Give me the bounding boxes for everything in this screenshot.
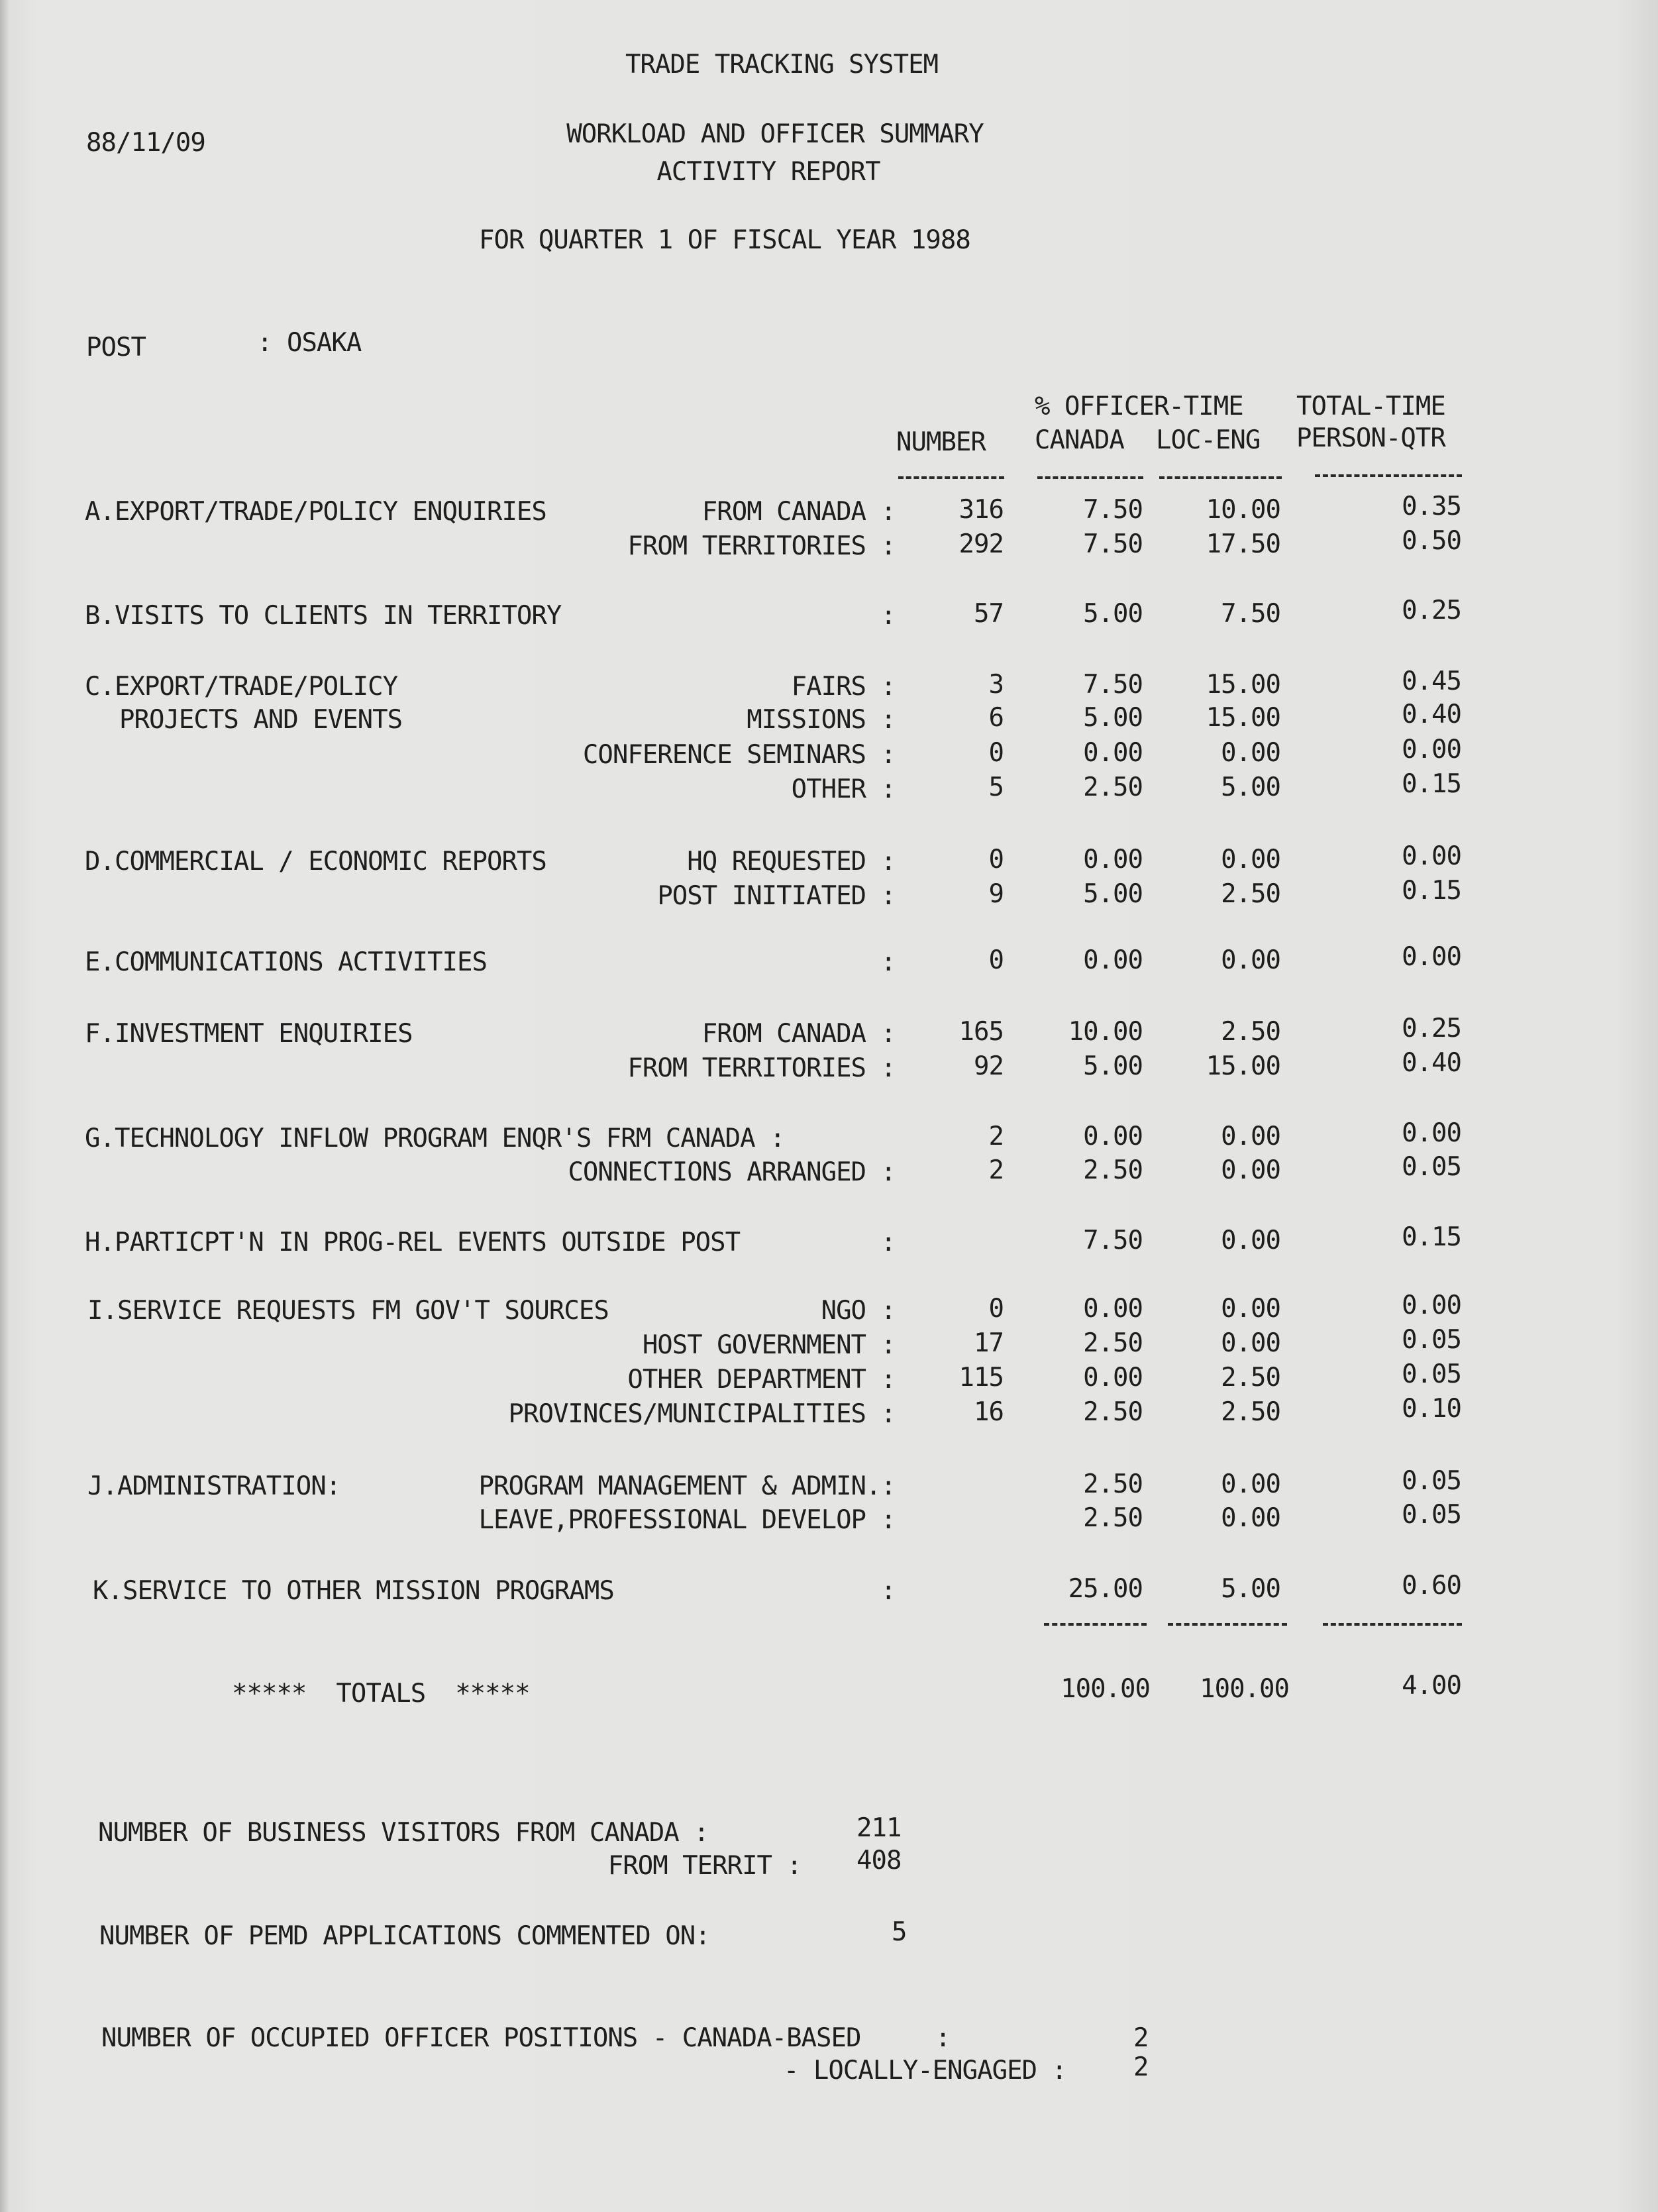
row-label: D.COMMERCIAL / ECONOMIC REPORTS bbox=[85, 847, 546, 876]
post-value: : OSAKA bbox=[257, 328, 362, 358]
row-label: H.PARTICPT'N IN PROG-REL EVENTS OUTSIDE POST bbox=[85, 1228, 741, 1257]
row-sublabel: FROM TERRITORIES : bbox=[627, 1053, 896, 1083]
row-loceng: 2.50 bbox=[1221, 879, 1280, 909]
row-label: K.SERVICE TO OTHER MISSION PROGRAMS bbox=[93, 1576, 614, 1606]
header-underline bbox=[1037, 476, 1143, 479]
row-personqtr: 0.00 bbox=[1402, 735, 1461, 764]
row-label: J.ADMINISTRATION: bbox=[87, 1471, 341, 1501]
row-number: 165 bbox=[959, 1017, 1004, 1047]
col-loceng-header: LOC-ENG bbox=[1156, 425, 1261, 455]
row-sublabel: HQ REQUESTED : bbox=[687, 847, 896, 876]
row-label: C.EXPORT/TRADE/POLICY bbox=[85, 672, 398, 702]
row-sublabel: : bbox=[880, 1576, 896, 1606]
row-label: I.SERVICE REQUESTS FM GOV'T SOURCES bbox=[87, 1296, 609, 1326]
totals-underline bbox=[1044, 1623, 1147, 1626]
row-number: 316 bbox=[959, 495, 1004, 525]
totals-personqtr: 4.00 bbox=[1402, 1671, 1461, 1701]
row-number: 5 bbox=[988, 772, 1004, 802]
row-sublabel: CONFERENCE SEMINARS : bbox=[582, 740, 896, 770]
row-label: G.TECHNOLOGY INFLOW PROGRAM ENQR'S FRM CANADA : bbox=[85, 1124, 785, 1153]
row-number: 2 bbox=[988, 1155, 1004, 1185]
row-canada: 7.50 bbox=[1083, 670, 1143, 700]
row-label: F.INVESTMENT ENQUIRIES bbox=[85, 1019, 413, 1049]
row-personqtr: 0.25 bbox=[1402, 1014, 1461, 1043]
row-sublabel: PROGRAM MANAGEMENT & ADMIN.: bbox=[478, 1471, 896, 1501]
row-canada: 2.50 bbox=[1083, 772, 1143, 802]
row-loceng: 5.00 bbox=[1221, 1574, 1280, 1604]
row-canada: 5.00 bbox=[1083, 599, 1143, 629]
positions-label: NUMBER OF OCCUPIED OFFICER POSITIONS - CANADA-BASED : bbox=[101, 2023, 951, 2053]
row-sublabel: POST INITIATED : bbox=[657, 881, 896, 911]
row-loceng: 15.00 bbox=[1206, 1051, 1280, 1081]
visitors-territ-value: 408 bbox=[856, 1846, 902, 1875]
row-personqtr: 0.15 bbox=[1402, 1222, 1461, 1252]
header-underline bbox=[898, 476, 1004, 479]
row-loceng: 0.00 bbox=[1221, 738, 1280, 768]
row-loceng: 0.00 bbox=[1221, 1503, 1280, 1533]
row-loceng: 10.00 bbox=[1206, 495, 1280, 525]
row-sublabel: NGO : bbox=[821, 1296, 896, 1326]
row-personqtr: 0.00 bbox=[1402, 841, 1461, 871]
row-sublabel: FROM TERRITORIES : bbox=[627, 531, 896, 561]
row-number: 6 bbox=[988, 703, 1004, 733]
row-personqtr: 0.00 bbox=[1402, 1290, 1461, 1320]
total-time-header: TOTAL-TIME bbox=[1296, 392, 1445, 421]
row-label: A.EXPORT/TRADE/POLICY ENQUIRIES bbox=[85, 497, 546, 527]
row-label: PROJECTS AND EVENTS bbox=[119, 705, 403, 735]
col-personqtr-header: PERSON-QTR bbox=[1296, 423, 1445, 453]
row-canada: 2.50 bbox=[1083, 1397, 1143, 1427]
row-sublabel: : bbox=[880, 1228, 896, 1257]
row-personqtr: 0.35 bbox=[1402, 492, 1461, 521]
row-canada: 0.00 bbox=[1083, 845, 1143, 874]
totals-underline bbox=[1323, 1623, 1462, 1626]
row-loceng: 7.50 bbox=[1221, 599, 1280, 629]
row-loceng: 15.00 bbox=[1206, 670, 1280, 700]
row-loceng: 17.50 bbox=[1206, 529, 1280, 559]
row-number: 17 bbox=[974, 1328, 1004, 1358]
system-title: TRADE TRACKING SYSTEM bbox=[625, 50, 939, 79]
header-underline bbox=[1315, 474, 1462, 477]
row-sublabel: : bbox=[880, 947, 896, 977]
row-sublabel: OTHER : bbox=[791, 774, 896, 804]
row-loceng: 2.50 bbox=[1221, 1017, 1280, 1047]
totals-underline bbox=[1168, 1623, 1287, 1626]
row-personqtr: 0.15 bbox=[1402, 769, 1461, 799]
row-number: 0 bbox=[988, 1294, 1004, 1324]
visitors-canada-value: 211 bbox=[856, 1813, 902, 1843]
row-sublabel: OTHER DEPARTMENT : bbox=[627, 1365, 896, 1395]
row-sublabel: PROVINCES/MUNICIPALITIES : bbox=[508, 1399, 896, 1429]
row-sublabel: LEAVE,PROFESSIONAL DEVELOP : bbox=[478, 1505, 896, 1535]
visitors-label: NUMBER OF BUSINESS VISITORS FROM CANADA : bbox=[98, 1818, 709, 1848]
row-canada: 2.50 bbox=[1083, 1328, 1143, 1358]
row-loceng: 15.00 bbox=[1206, 703, 1280, 733]
pemd-value: 5 bbox=[892, 1917, 907, 1947]
row-sublabel: : bbox=[880, 601, 896, 631]
row-number: 2 bbox=[988, 1122, 1004, 1151]
row-loceng: 0.00 bbox=[1221, 1469, 1280, 1499]
row-sublabel: CONNECTIONS ARRANGED : bbox=[568, 1157, 896, 1187]
row-number: 3 bbox=[988, 670, 1004, 700]
row-loceng: 0.00 bbox=[1221, 945, 1280, 975]
row-label: E.COMMUNICATIONS ACTIVITIES bbox=[85, 947, 487, 977]
report-period: FOR QUARTER 1 OF FISCAL YEAR 1988 bbox=[479, 225, 970, 255]
row-number: 0 bbox=[988, 945, 1004, 975]
row-sublabel: MISSIONS : bbox=[747, 705, 896, 735]
report-title: WORKLOAD AND OFFICER SUMMARY bbox=[566, 119, 984, 149]
officer-time-header: % OFFICER-TIME bbox=[1035, 392, 1243, 421]
post-label: POST bbox=[86, 333, 146, 362]
row-loceng: 0.00 bbox=[1221, 1294, 1280, 1324]
row-canada: 5.00 bbox=[1083, 879, 1143, 909]
row-number: 115 bbox=[959, 1363, 1004, 1393]
row-label: B.VISITS TO CLIENTS IN TERRITORY bbox=[85, 601, 562, 631]
row-canada: 0.00 bbox=[1083, 738, 1143, 768]
row-canada: 2.50 bbox=[1083, 1503, 1143, 1533]
report-subtitle: ACTIVITY REPORT bbox=[656, 157, 880, 187]
pemd-label: NUMBER OF PEMD APPLICATIONS COMMENTED ON: bbox=[99, 1921, 710, 1951]
row-number: 9 bbox=[988, 879, 1004, 909]
col-number-header: NUMBER bbox=[896, 427, 986, 457]
row-personqtr: 0.00 bbox=[1402, 1118, 1461, 1148]
row-canada: 2.50 bbox=[1083, 1155, 1143, 1185]
row-number: 16 bbox=[974, 1397, 1004, 1427]
row-canada: 25.00 bbox=[1068, 1574, 1143, 1604]
row-loceng: 0.00 bbox=[1221, 1155, 1280, 1185]
row-personqtr: 0.50 bbox=[1402, 526, 1461, 556]
row-loceng: 2.50 bbox=[1221, 1397, 1280, 1427]
totals-label: ***** TOTALS ***** bbox=[232, 1679, 530, 1709]
row-personqtr: 0.05 bbox=[1402, 1359, 1461, 1389]
row-loceng: 0.00 bbox=[1221, 1122, 1280, 1151]
row-number: 57 bbox=[974, 599, 1004, 629]
row-personqtr: 0.00 bbox=[1402, 942, 1461, 972]
row-sublabel: HOST GOVERNMENT : bbox=[642, 1330, 896, 1360]
row-canada: 5.00 bbox=[1083, 1051, 1143, 1081]
totals-canada: 100.00 bbox=[1061, 1674, 1150, 1704]
row-personqtr: 0.05 bbox=[1402, 1152, 1461, 1182]
row-personqtr: 0.15 bbox=[1402, 876, 1461, 906]
row-personqtr: 0.05 bbox=[1402, 1466, 1461, 1496]
row-canada: 2.50 bbox=[1083, 1469, 1143, 1499]
row-loceng: 5.00 bbox=[1221, 772, 1280, 802]
row-number: 0 bbox=[988, 738, 1004, 768]
row-personqtr: 0.10 bbox=[1402, 1394, 1461, 1424]
row-number: 292 bbox=[959, 529, 1004, 559]
row-number: 0 bbox=[988, 845, 1004, 874]
row-sublabel: FROM CANADA : bbox=[701, 1019, 896, 1049]
header-underline bbox=[1159, 476, 1282, 479]
row-canada: 5.00 bbox=[1083, 703, 1143, 733]
row-personqtr: 0.40 bbox=[1402, 700, 1461, 729]
row-loceng: 0.00 bbox=[1221, 1226, 1280, 1255]
row-sublabel: FAIRS : bbox=[791, 672, 896, 702]
positions-local-value: 2 bbox=[1133, 2052, 1149, 2082]
row-loceng: 0.00 bbox=[1221, 1328, 1280, 1358]
row-personqtr: 0.40 bbox=[1402, 1048, 1461, 1078]
row-canada: 0.00 bbox=[1083, 1294, 1143, 1324]
row-loceng: 0.00 bbox=[1221, 845, 1280, 874]
report-date: 88/11/09 bbox=[86, 128, 205, 158]
row-canada: 7.50 bbox=[1083, 495, 1143, 525]
row-number: 92 bbox=[974, 1051, 1004, 1081]
positions-local-label: - LOCALLY-ENGAGED : bbox=[783, 2056, 1066, 2085]
row-personqtr: 0.45 bbox=[1402, 666, 1461, 696]
row-personqtr: 0.60 bbox=[1402, 1571, 1461, 1601]
row-personqtr: 0.05 bbox=[1402, 1500, 1461, 1530]
row-canada: 0.00 bbox=[1083, 1122, 1143, 1151]
row-canada: 0.00 bbox=[1083, 945, 1143, 975]
visitors-territ-label: FROM TERRIT : bbox=[607, 1851, 802, 1881]
row-loceng: 2.50 bbox=[1221, 1363, 1280, 1393]
row-canada: 10.00 bbox=[1068, 1017, 1143, 1047]
positions-canada-value: 2 bbox=[1133, 2023, 1149, 2053]
row-sublabel: FROM CANADA : bbox=[701, 497, 896, 527]
row-canada: 7.50 bbox=[1083, 1226, 1143, 1255]
row-personqtr: 0.25 bbox=[1402, 596, 1461, 625]
col-canada-header: CANADA bbox=[1035, 425, 1124, 455]
row-canada: 7.50 bbox=[1083, 529, 1143, 559]
row-personqtr: 0.05 bbox=[1402, 1325, 1461, 1355]
row-canada: 0.00 bbox=[1083, 1363, 1143, 1393]
totals-loceng: 100.00 bbox=[1200, 1674, 1289, 1704]
